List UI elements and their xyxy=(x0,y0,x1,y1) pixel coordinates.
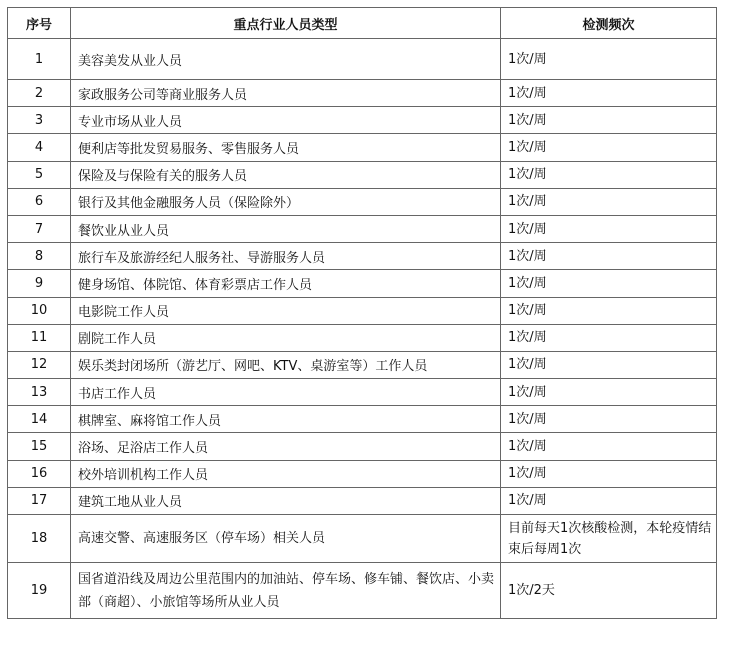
cell-type: 剧院工作人员 xyxy=(71,324,501,351)
table-row xyxy=(8,134,717,161)
cell-type: 电影院工作人员 xyxy=(71,297,501,324)
table-row xyxy=(8,161,717,188)
cell-type: 书店工作人员 xyxy=(71,379,501,406)
cell-frequency: 1次/周 xyxy=(501,107,717,134)
cell-type: 专业市场从业人员 xyxy=(71,107,501,134)
cell-seq: 16 xyxy=(8,460,71,487)
cell-seq: 9 xyxy=(8,270,71,297)
header-seq: 序号 xyxy=(8,8,71,39)
cell-frequency: 1次/周 xyxy=(501,351,717,378)
table-row xyxy=(8,406,717,433)
cell-seq: 4 xyxy=(8,134,71,161)
table-row xyxy=(8,270,717,297)
cell-type: 家政服务公司等商业服务人员 xyxy=(71,80,501,107)
cell-seq: 18 xyxy=(8,515,71,563)
cell-seq: 17 xyxy=(8,487,71,514)
table-row xyxy=(8,379,717,406)
table-row xyxy=(8,243,717,270)
cell-frequency: 1次/周 xyxy=(501,460,717,487)
cell-seq: 6 xyxy=(8,188,71,215)
cell-type: 娱乐类封闭场所（游艺厅、网吧、KTV、桌游室等）工作人员 xyxy=(71,351,501,378)
table-row xyxy=(8,460,717,487)
cell-type: 银行及其他金融服务人员（保险除外） xyxy=(71,188,501,215)
cell-seq: 1 xyxy=(8,39,71,80)
cell-type: 便利店等批发贸易服务、零售服务人员 xyxy=(71,134,501,161)
cell-frequency: 目前每天1次核酸检测，本轮疫情结束后每周1次 xyxy=(501,515,717,563)
table-row xyxy=(8,215,717,242)
cell-seq: 14 xyxy=(8,406,71,433)
inspection-table-container xyxy=(7,7,717,619)
cell-type: 棋牌室、麻将馆工作人员 xyxy=(71,406,501,433)
header-type: 重点行业人员类型 xyxy=(71,8,501,39)
cell-type: 餐饮业从业人员 xyxy=(71,215,501,242)
table-row xyxy=(8,433,717,460)
cell-type: 健身场馆、体院馆、体育彩票店工作人员 xyxy=(71,270,501,297)
table-row xyxy=(8,487,717,514)
cell-frequency: 1次/周 xyxy=(501,243,717,270)
cell-type: 国省道沿线及周边公里范围内的加油站、停车场、修车铺、餐饮店、小卖部（商超）、小旅馆等场所从业人员 xyxy=(71,563,501,619)
cell-type: 保险及与保险有关的服务人员 xyxy=(71,161,501,188)
cell-type: 建筑工地从业人员 xyxy=(71,487,501,514)
cell-frequency: 1次/周 xyxy=(501,161,717,188)
cell-seq: 15 xyxy=(8,433,71,460)
cell-frequency: 1次/周 xyxy=(501,433,717,460)
cell-seq: 12 xyxy=(8,351,71,378)
cell-frequency: 1次/周 xyxy=(501,39,717,80)
cell-frequency: 1次/周 xyxy=(501,215,717,242)
cell-frequency: 1次/周 xyxy=(501,188,717,215)
cell-seq: 2 xyxy=(8,80,71,107)
cell-type: 美容美发从业人员 xyxy=(71,39,501,80)
cell-frequency: 1次/周 xyxy=(501,270,717,297)
cell-seq: 5 xyxy=(8,161,71,188)
cell-frequency: 1次/周 xyxy=(501,324,717,351)
cell-type: 高速交警、高速服务区（停车场）相关人员 xyxy=(71,515,501,563)
inspection-frequency-table xyxy=(7,7,717,619)
cell-seq: 8 xyxy=(8,243,71,270)
cell-frequency: 1次/周 xyxy=(501,406,717,433)
table-row xyxy=(8,107,717,134)
table-header-row xyxy=(8,8,717,39)
header-frequency: 检测频次 xyxy=(501,8,717,39)
table-row xyxy=(8,351,717,378)
table-row xyxy=(8,39,717,80)
cell-seq: 13 xyxy=(8,379,71,406)
cell-seq: 3 xyxy=(8,107,71,134)
cell-seq: 11 xyxy=(8,324,71,351)
table-row xyxy=(8,563,717,619)
cell-frequency: 1次/周 xyxy=(501,134,717,161)
cell-seq: 10 xyxy=(8,297,71,324)
table-row xyxy=(8,297,717,324)
cell-frequency: 1次/2天 xyxy=(501,563,717,619)
cell-type: 浴场、足浴店工作人员 xyxy=(71,433,501,460)
cell-seq: 19 xyxy=(8,563,71,619)
cell-frequency: 1次/周 xyxy=(501,379,717,406)
cell-frequency: 1次/周 xyxy=(501,80,717,107)
cell-seq: 7 xyxy=(8,215,71,242)
table-row xyxy=(8,324,717,351)
table-row xyxy=(8,515,717,563)
table-body xyxy=(8,39,717,619)
cell-type: 旅行车及旅游经纪人服务社、导游服务人员 xyxy=(71,243,501,270)
table-row xyxy=(8,80,717,107)
table-row xyxy=(8,188,717,215)
cell-type: 校外培训机构工作人员 xyxy=(71,460,501,487)
cell-frequency: 1次/周 xyxy=(501,487,717,514)
cell-frequency: 1次/周 xyxy=(501,297,717,324)
